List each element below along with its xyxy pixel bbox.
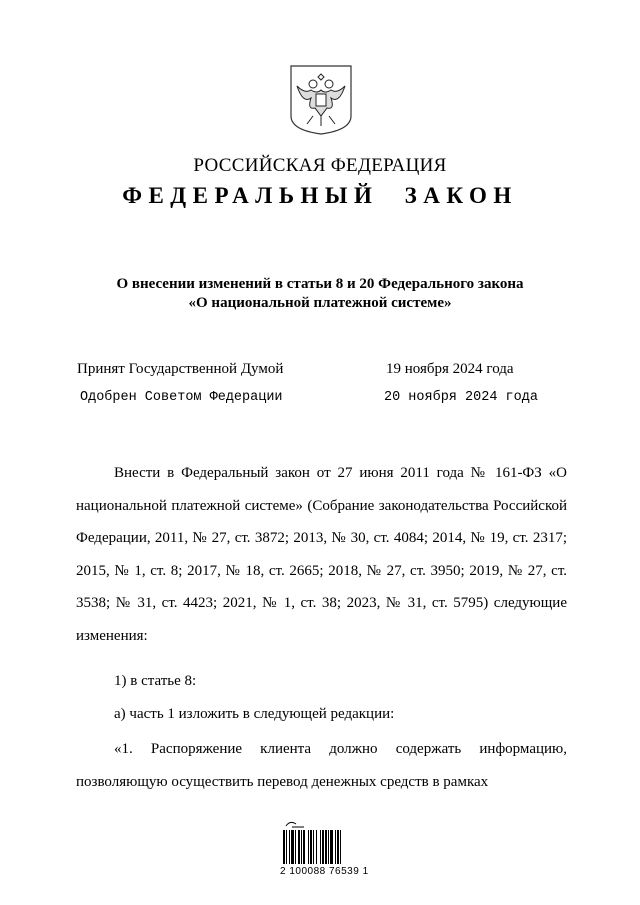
law-title (0, 275, 640, 313)
barcode-bar (303, 830, 305, 864)
council-approval-date: 20 ноября 2024 года (384, 390, 538, 405)
council-approval-label: Одобрен Советом Федерации (80, 390, 283, 405)
barcode-bar (328, 830, 329, 864)
barcode-bar (289, 830, 290, 864)
barcode-bar (322, 830, 324, 864)
barcode-bar (286, 830, 287, 864)
barcode-bar (301, 830, 302, 864)
duma-adoption-date: 19 ноября 2024 года (386, 361, 514, 377)
law-type-heading: ФЕДЕРАЛЬНЫЙ ЗАКОН (122, 183, 518, 208)
item-1a: а) часть 1 изложить в следующей редакции: (114, 706, 395, 722)
barcode-mark-icon (286, 822, 304, 827)
barcode-bar (320, 830, 321, 864)
barcode-bar (291, 830, 294, 864)
barcode-bar (330, 830, 333, 864)
barcode-bar (316, 830, 317, 864)
barcode-bar (335, 830, 336, 864)
country-heading: РОССИЙСКАЯ ФЕДЕРАЦИЯ (193, 155, 447, 176)
barcode-bar (313, 830, 314, 864)
barcode-bar (310, 830, 312, 864)
law-title-line-1: О внесении изменений в статьи 8 и 20 Федерального закона (116, 276, 524, 292)
coat-of-arms-emblem (289, 64, 353, 136)
barcode-bar (325, 830, 327, 864)
barcode-bar (308, 830, 309, 864)
barcode-bar (340, 830, 341, 864)
duma-adoption-label: Принят Государственной Думой (77, 361, 284, 377)
quoted-text-paragraph: «1. Распоряжение клиента должно содержать информацию, позволяющую осуществить перевод денежных средств в рамках (76, 741, 567, 790)
barcode-number: 2 100088 76539 1 (280, 866, 369, 877)
barcode-bar (298, 830, 300, 864)
intro-paragraph: Внести в Федеральный закон от 27 июня 2011 года № 161-ФЗ «О национальной платежной системе» (Собрание законодательства Российской Федерации, 2011, № 27, ст. 3872; 2013, № 30, ст. 4084; 2014, № 19, ст. 2317; 2015, № 1, ст. 8; 2017, № 18, ст. 2665; 2018, № 27, ст. 3950; 2019, № 27, ст. 3538; № 31, ст. 4423; 2021, № 1, ст. 38; 2023, № 31, ст. 5795) следующие изменения: (76, 465, 567, 644)
barcode-bar (283, 830, 285, 864)
law-title-line-2: «О национальной платежной системе» (188, 295, 452, 311)
document-barcode (282, 818, 366, 866)
barcode-bar (337, 830, 339, 864)
barcode-bar (295, 830, 296, 864)
item-1: 1) в статье 8: (114, 673, 197, 689)
